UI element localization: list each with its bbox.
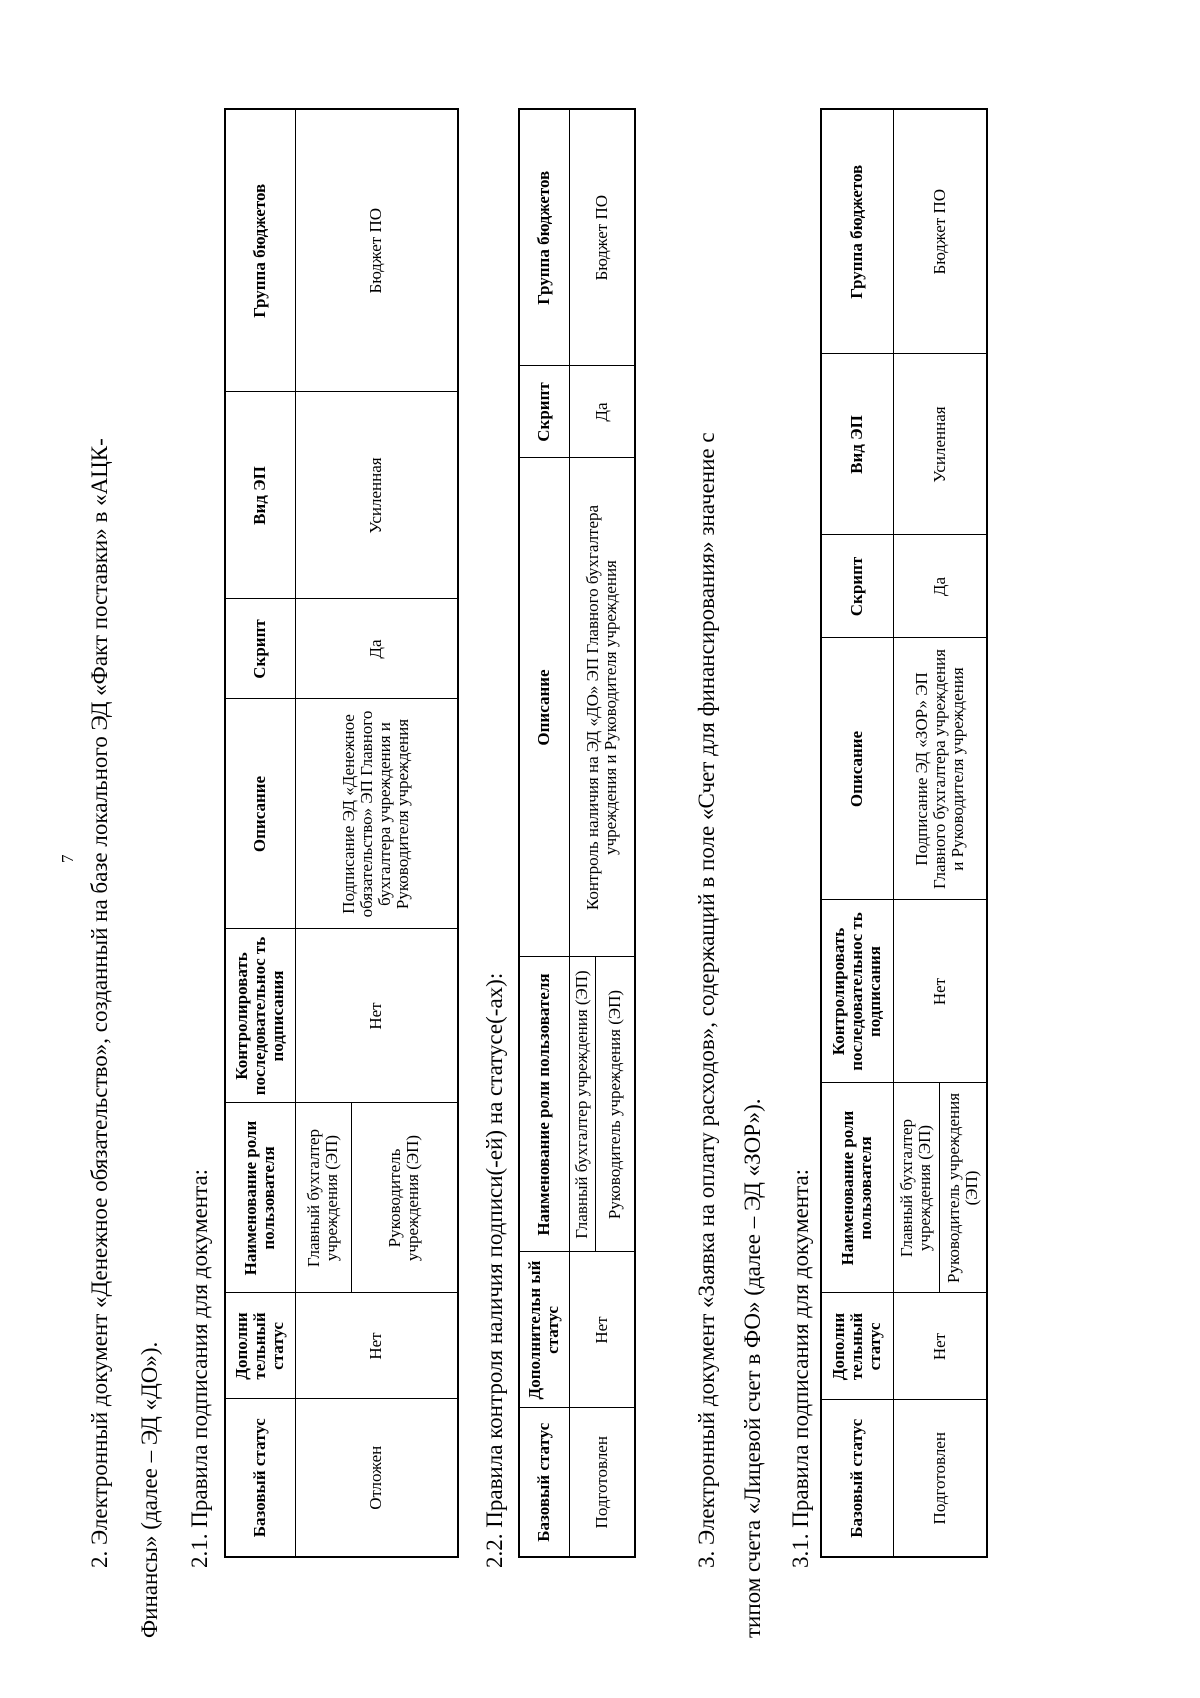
cell-description: Подписание ЭД «Денежное обязательство» ЭП Главного бухгалтера учреждения и Руководителя учреждения [295,699,458,929]
header-base-status: Базовый статус [821,1400,893,1557]
header-role-name: Наименование роли пользователя [225,1103,295,1293]
header-description: Описание [519,458,569,957]
header-budget-group: Группа бюджетов [225,109,295,392]
table-signing-rules-do [224,108,459,1558]
cell-role: Главный бухгалтер учреждения (ЭП) [569,957,595,1252]
header-sign-type: Вид ЭП [821,354,893,535]
header-budget-group: Группа бюджетов [519,109,569,366]
page-number: 7 [58,854,77,863]
header-script: Скрипт [821,535,893,638]
cell-description: Подписание ЭД «ЗОР» ЭП Главного бухгалтера учреждения и Руководителя учреждения [893,638,987,900]
table-row [569,109,595,1557]
header-role-name: Наименование роли пользователя [821,1083,893,1293]
header-script: Скрипт [225,599,295,699]
section2-paragraph-line2: Финансы» (далее – ЭД «ДО»). [137,1341,162,1638]
table-row [295,109,351,1557]
cell-script: Да [295,599,458,699]
header-sign-type: Вид ЭП [225,392,295,599]
cell-role: Главный бухгалтер учреждения (ЭП) [893,1083,939,1293]
table-signing-rules-zor [820,108,988,1558]
section3-paragraph-line2: типом счета «Лицевой счет в ФО» (далее – ЭД «ЗОР»). [740,1098,765,1638]
cell-sign-type: Усиленная [295,392,458,599]
cell-base-status: Подготовлен [569,1408,635,1557]
cell-control-sequence: Нет [893,900,987,1083]
cell-control-sequence: Нет [295,929,458,1103]
table-header-row [519,109,569,1557]
table-header-row [821,109,893,1557]
header-budget-group: Группа бюджетов [821,109,893,354]
header-extra-status: Дополни тельный статус [225,1293,295,1399]
section2-subtitle-control-rules: 2.2. Правила контроля наличия подписи(-ей) на статусе(-ах): [482,972,507,1568]
cell-base-status: Отложен [295,1399,458,1557]
header-base-status: Базовый статус [519,1408,569,1557]
cell-budget-group: Бюджет ПО [569,109,635,366]
header-role-name: Наименование роли пользователя [519,957,569,1252]
header-base-status: Базовый статус [225,1399,295,1557]
header-description: Описание [821,638,893,900]
table-header-row [225,109,295,1557]
header-script: Скрипт [519,366,569,458]
cell-description: Контроль наличия на ЭД «ДО» ЭП Главного бухгалтера учреждения и Руководителя учреждения [569,458,635,957]
section3-subtitle-signing-rules: 3.1. Правила подписания для документа: [788,1168,813,1568]
cell-extra-status: Нет [893,1293,987,1400]
cell-role: Главный бухгалтер учреждения (ЭП) [295,1103,351,1293]
header-extra-status: Дополни тельный статус [821,1293,893,1400]
cell-budget-group: Бюджет ПО [893,109,987,354]
cell-script: Да [893,535,987,638]
header-extra-status: Дополнительн ый статус [519,1252,569,1408]
section2-paragraph-line1: 2. Электронный документ «Денежное обязательство», созданный на базе локального ЭД «Факт поставки» в «АЦК- [87,438,112,1568]
cell-budget-group: Бюджет ПО [295,109,458,392]
cell-sign-type: Усиленная [893,354,987,535]
cell-extra-status: Нет [569,1252,635,1408]
section2-subtitle-signing-rules: 2.1. Правила подписания для документа: [187,1168,212,1568]
header-description: Описание [225,699,295,929]
table-signature-control-do [518,108,636,1558]
cell-role: Руководитель учреждения (ЭП) [595,957,635,1252]
cell-role: Руководитель учреждения (ЭП) [351,1103,458,1293]
table-row [893,109,939,1557]
cell-script: Да [569,366,635,458]
section3-paragraph-line1: 3. Электронный документ «Заявка на оплату расходов», содержащий в поле «Счет для финансирования» значение с [694,432,719,1568]
cell-base-status: Подготовлен [893,1400,987,1557]
cell-role: Руководитель учреждения (ЭП) [939,1083,987,1293]
cell-extra-status: Нет [295,1293,458,1399]
header-control-sequence: Контролировать последовательнос ть подписания [821,900,893,1083]
header-control-sequence: Контролировать последовательнос ть подписания [225,929,295,1103]
